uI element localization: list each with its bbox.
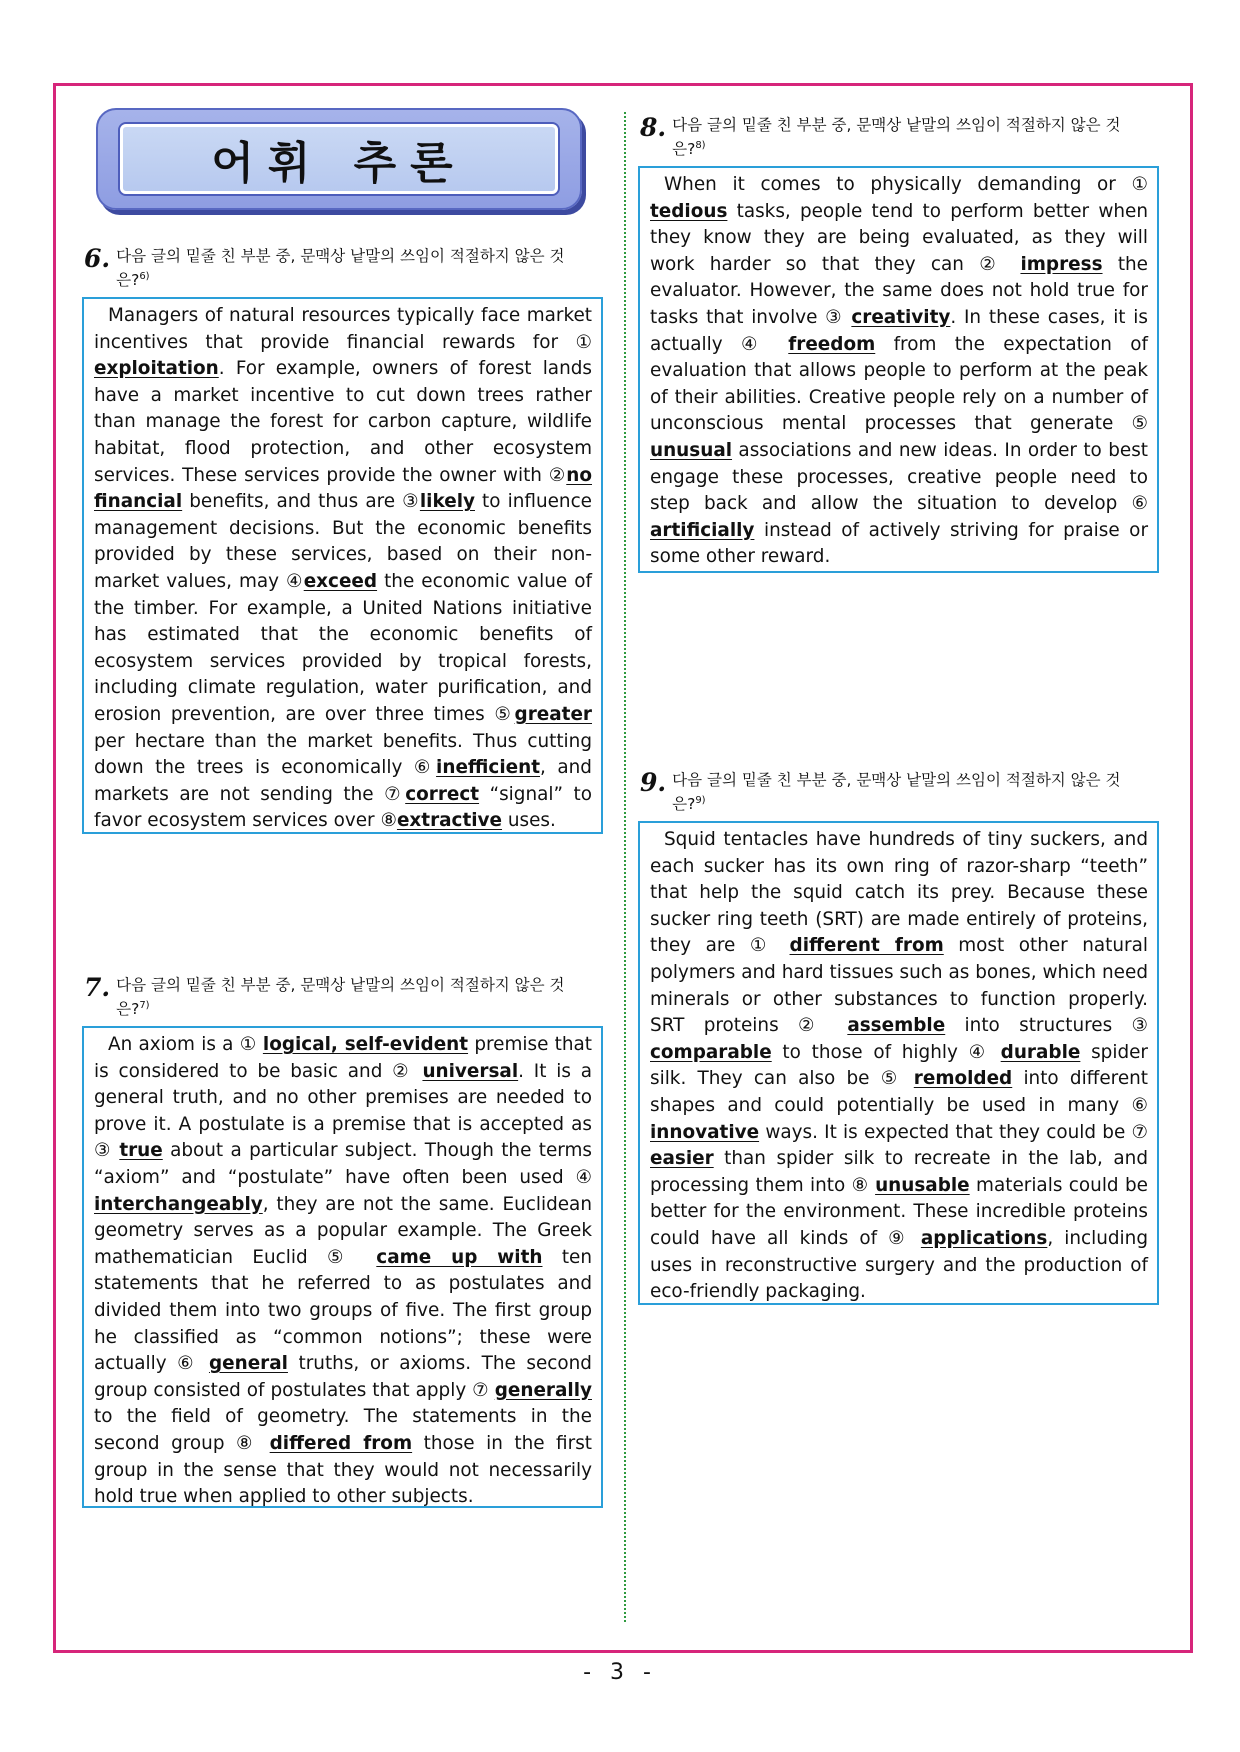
question-7-passage: An axiom is a ① logical, self-evident premise that is considered to be basic and ② universal. It is a general truth, and no other premises are needed to prove it. A postulate is a premise that is accepted as ③ true about a particular subject. Though the terms “axiom” and “postulate” have often been used ④ interchangeably, they are not the same. Euclidean geometry serves as a popular example. The Greek mathematician Euclid ⑤ came up with ten statements that he referred to as postulates and divided them into two groups of five. The first group he classified as “common notions”; these were actually ⑥ general truths, or axioms. The second group consisted of postulates that apply ⑦ generally to the field of geometry. The statements in the second group ⑧ differed from those in the first group in the sense that they would not necessarily hold true when applied to other subjects. <box>82 1026 603 1508</box>
underlined-word-7: easier <box>650 1148 714 1170</box>
footnote-ref: 7) <box>139 1000 150 1011</box>
underlined-word-5: greater <box>514 703 592 725</box>
underlined-word-4: exceed <box>303 570 378 592</box>
section-title: 어휘 추론 <box>211 138 467 189</box>
underlined-word-6: inefficient <box>436 757 540 779</box>
section-title-inner <box>120 124 558 194</box>
underlined-word-2: assemble <box>847 1015 946 1037</box>
underlined-word-3: comparable <box>650 1041 772 1063</box>
underlined-word-1: exploitation <box>94 358 219 380</box>
underlined-word-8: extractive <box>396 810 503 832</box>
column-divider <box>624 112 626 1622</box>
page-number: - 3 - <box>583 1660 657 1685</box>
underlined-word-6: general <box>208 1353 288 1375</box>
footnote-ref: 8) <box>695 140 706 151</box>
question-8-header <box>640 115 1162 159</box>
question-prompt: 다음 글의 밑줄 친 부분 중, 문맥상 낱말의 쓰임이 적절하지 않은 것 <box>672 771 1121 789</box>
underlined-word-1: logical, self-evident <box>262 1034 469 1055</box>
question-number: 6. <box>84 244 111 273</box>
underlined-word-7: correct <box>405 783 480 805</box>
underlined-word-5: came up with <box>376 1246 543 1268</box>
question-prompt: 다음 글의 밑줄 친 부분 중, 문맥상 낱말의 쓰임이 적절하지 않은 것 <box>116 976 565 994</box>
underlined-word-3: likely <box>419 491 475 513</box>
section-title-plate <box>96 108 582 210</box>
underlined-word-2: no financial <box>94 464 592 513</box>
question-prompt-cont: 은?$^{9)}$ <box>672 795 706 814</box>
footnote-ref: 6) <box>139 271 150 282</box>
question-prompt: 다음 글의 밑줄 친 부분 중, 문맥상 낱말의 쓰임이 적절하지 않은 것 <box>116 247 565 265</box>
underlined-word-5: unusual <box>650 439 733 461</box>
underlined-word-3: creativity <box>851 306 951 328</box>
underlined-word-4: interchangeably <box>94 1193 263 1215</box>
underlined-word-6: innovative <box>650 1121 760 1143</box>
footnote-ref: 9) <box>695 795 706 806</box>
question-number: 9. <box>640 768 667 797</box>
question-prompt: 다음 글의 밑줄 친 부분 중, 문맥상 낱말의 쓰임이 적절하지 않은 것 <box>672 116 1121 134</box>
underlined-word-6: artificially <box>650 519 755 541</box>
question-8-passage: When it comes to physically demanding or ① tedious tasks, people tend to perform better when they know they are being evaluated, as they will work harder so that they can ② impress the evaluator. However, the same does not hold true for tasks that involve ③ creativity. In these cases, it is actually ④ freedom from the expectation of evaluation that allows people to perform at the peak of their abilities. Creative people rely on a number of unconscious mental processes that generate ⑤ unusual associations and new ideas. In order to best engage these processes, creative people need to step back and allow the situation to develop ⑥ artificially instead of actively striving for praise or some other reward. <box>638 166 1159 573</box>
question-6-header <box>84 246 606 290</box>
underlined-word-8: unusable <box>875 1174 970 1196</box>
underlined-word-8: differed from <box>269 1432 413 1454</box>
underlined-word-1: tedious <box>650 200 728 222</box>
underlined-word-4: durable <box>1000 1041 1081 1063</box>
question-prompt-cont: 은?$^{6)}$ <box>116 271 150 290</box>
question-prompt-cont: 은?$^{7)}$ <box>116 1000 150 1019</box>
question-6-passage: Managers of natural resources typically face market incentives that provide financial rewards for ① exploitation. For example, owners of forest lands have a market incentive to cut down trees rather than manage the forest for carbon capture, wildlife habitat, flood protection, and other ecosystem services. These services provide the owner with ②no financial benefits, and thus are ③likely to influence management decisions. But the economic benefits provided by these services, based on their non-market values, may ④exceed the economic value of the timber. For example, a United Nations initiative has estimated that the economic benefits of ecosystem services provided by tropical forests, including climate regulation, water purification, and erosion prevention, are over three times ⑤greater per hectare than the market benefits. Thus cutting down the trees is economically ⑥inefficient, and markets are not sending the ⑦correct “signal” to favor ecosystem services over ⑧extractive uses. <box>82 297 603 834</box>
underlined-word-2: impress <box>1020 253 1103 275</box>
question-9-passage: Squid tentacles have hundreds of tiny suckers, and each sucker has its own ring of razor-sharp “teeth” that help the squid catch its prey. Because these sucker ring teeth (SRT) are made entirely of proteins, they are ① different from most other natural polymers and hard tissues such as bones, which need minerals or other substances to function properly. SRT proteins ② assemble into structures ③ comparable to those of highly ④ durable spider silk. They can also be ⑤ remolded into different shapes and could potentially be used in many ⑥ innovative ways. It is expected that they could be ⑦ easier than spider silk to recreate in the lab, and processing them into ⑧ unusable materials could be better for the environment. These incredible proteins could have all kinds of ⑨ applications, including uses in reconstructive surgery and the production of eco-friendly packaging. <box>638 821 1159 1305</box>
question-7-header <box>84 975 606 1019</box>
underlined-word-4: freedom <box>788 333 876 355</box>
question-9-header <box>640 770 1162 814</box>
question-number: 8. <box>640 113 667 142</box>
underlined-word-2: universal <box>422 1060 519 1082</box>
question-prompt-cont: 은?$^{8)}$ <box>672 140 706 159</box>
underlined-word-9: applications <box>920 1227 1048 1249</box>
underlined-word-7: generally <box>494 1379 592 1401</box>
underlined-word-3: true <box>119 1140 163 1162</box>
underlined-word-1: different from <box>789 935 944 957</box>
question-number: 7. <box>84 973 111 1002</box>
underlined-word-5: remolded <box>913 1068 1013 1090</box>
